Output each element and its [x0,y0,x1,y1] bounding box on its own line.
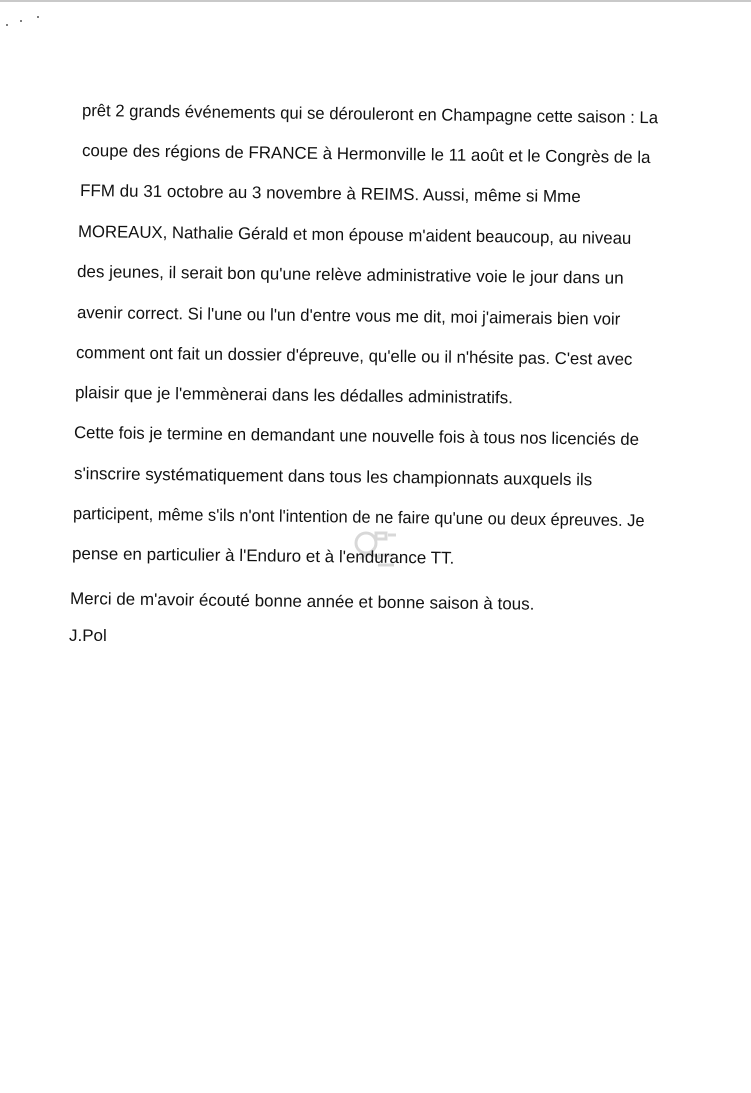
letter-line-11: participent, même s'ils n'ont l'intention de ne faire qu'une ou deux épreuves. Je [72,504,645,531]
scan-top-edge [0,0,751,2]
letter-line-13: Merci de m'avoir écouté bonne année et bonne saison à tous. [69,589,535,614]
letter-line-7: comment ont fait un dossier d'épreuve, qu'elle ou il n'hésite pas. C'est avec [75,343,633,369]
letter-line-12: pense en particulier à l'Enduro et à l'endurance TT. [71,544,455,568]
scan-speck [37,16,39,18]
letter-line-8: plaisir que je l'emmènerai dans les dédalles administratifs. [74,383,513,408]
letter-line-9: Cette fois je termine en demandant une nouvelle fois à tous nos licenciés de [73,423,640,450]
letter-line-5: des jeunes, il serait bon qu'une relève administrative voie le jour dans un [76,262,624,288]
letter-line-2: coupe des régions de FRANCE à Hermonville le 11 août et le Congrès de la [81,141,651,167]
letter-line-6: avenir correct. Si l'une ou l'un d'entre vous me dit, moi j'aimerais bien voir [76,303,621,329]
letter-line-1: prêt 2 grands événements qui se dérouleront en Champagne cette saison : La [81,101,659,128]
letter-line-4: MOREAUX, Nathalie Gérald et mon épouse m'aident beaucoup, au niveau [77,222,632,248]
letter-line-10: s'inscrire systématiquement dans tous les championnats auxquels ils [73,464,593,490]
scan-speck [6,24,8,26]
letter-signature: J.Pol [69,626,107,645]
scan-speck [20,20,22,22]
letter-line-3: FFM du 31 octobre au 3 novembre à REIMS. Aussi, même si Mme [79,181,581,207]
